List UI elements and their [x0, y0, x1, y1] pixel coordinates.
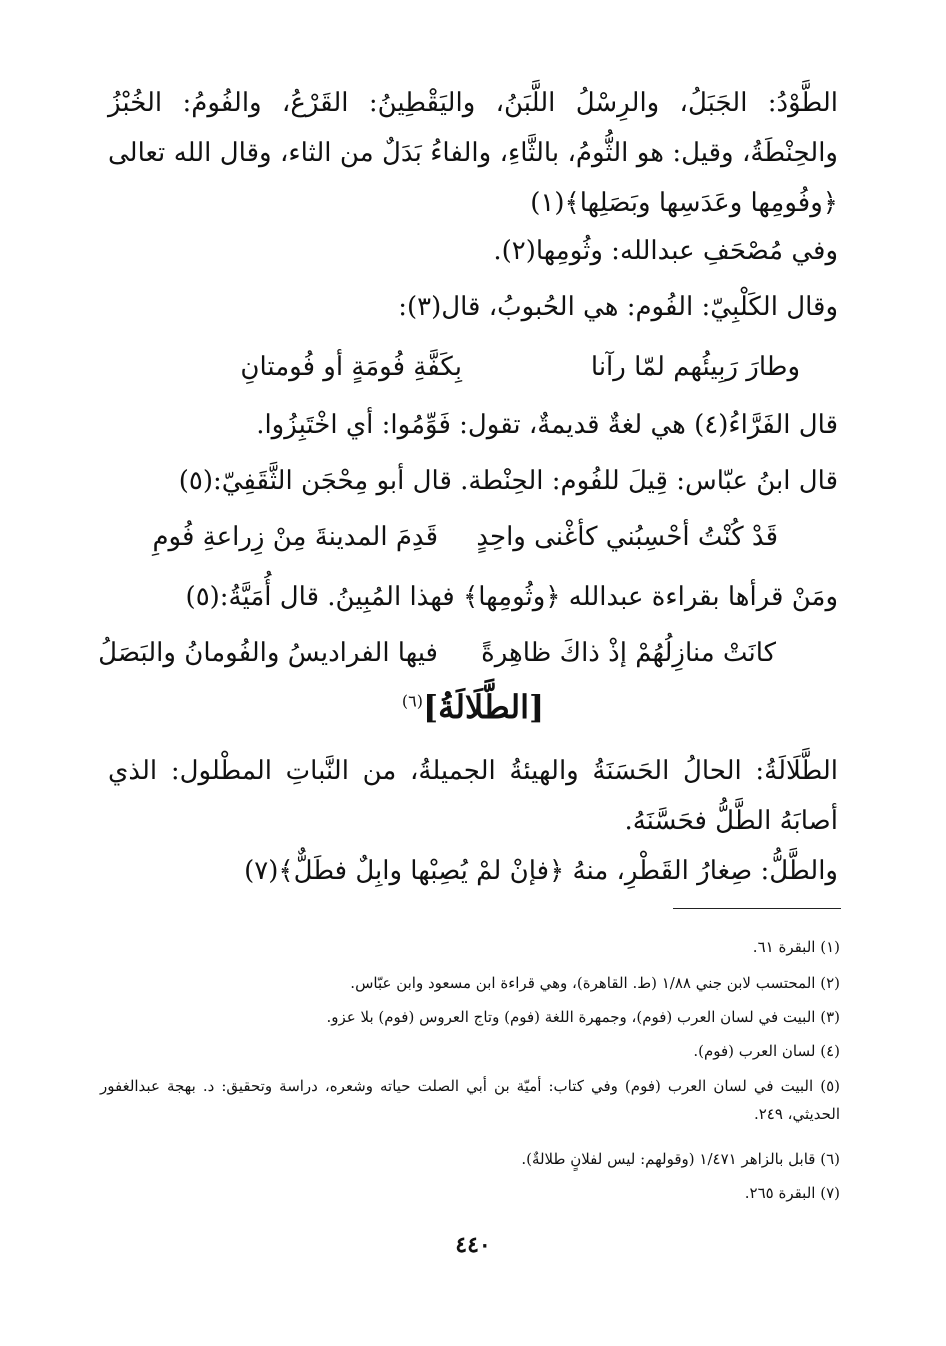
section-heading-footnote-ref: (٦) [401, 691, 423, 711]
line-mushaf-abdullah: وفي مُصْحَفِ عبدالله: وثُومِها(٢). [493, 236, 838, 266]
verse-2-first-hemistich: قَدْ كُنْتُ أحْسِبُني كأغْنى واحِدٍ [476, 522, 778, 552]
footnote-6: (٦) قابل بالزاهر ١/٤٧١ (وقولهم: ليس لفلانٍ طلالةٌ). [521, 1150, 840, 1168]
paragraph-taud: الطَّوْدُ: الجَبَلُ، والرِسْلُ اللَّبَنُ، واليَقْطِينُ: القَرْعُ، والفُومُ: الخُبْزُ والحِنْطَةُ، وقيل: هو الثُّومُ، بالثَّاءِ، والفاءُ بَدَلٌ من الثاء، وقال الله تعالى ﴿وفُومِها وعَدَسِها وبَصَلِها﴾(١) [108, 88, 838, 218]
footnote-5: (٥) البيت في لسان العرب (فوم) وفي كتاب: أميّة بن أبي الصلت حياته وشعره، دراسة وتحقيق: د. بهجة عبدالغفور الحديثي، ٢٤٩. [100, 1077, 840, 1123]
footnote-separator [673, 908, 841, 909]
verse-1-first-hemistich: وطارَ رَبِيئُهم لمّا رآنا [590, 352, 800, 382]
line-ibn-abbas: قال ابنُ عبّاس: قِيلَ للفُوم: الحِنْطة. قال أبو مِحْجَن الثَّقَفِيّ:(٥) [178, 466, 838, 496]
line-tall: والطَّلُّ: صِغارُ القَطْرِ، منهُ ﴿فإنْ لمْ يُصِبْها وابِلٌ فطَلٌّ﴾(٧) [244, 856, 838, 886]
line-umayya: ومَنْ قرأها بقراءة عبدالله ﴿وثُومِها﴾ فهذا المُبِينُ. قال أُمَيَّةُ:(٥) [185, 582, 838, 612]
footnote-2: (٢) المحتسب لابن جني ١/٨٨ (ط. القاهرة)، وهي قراءة ابن مسعود وابن عبّاس. [350, 974, 840, 992]
footnote-7: (٧) البقرة ٢٦٥. [744, 1184, 840, 1202]
line-farra: قال الفَرَّاءُ(٤) هي لغةٌ قديمةٌ، تقول: فَوِّمُوا: أي اخْتَبِزُوا. [256, 410, 838, 440]
section-heading [0, 688, 946, 726]
section-heading-title: [الطَّلَالَةُ] [422, 688, 545, 726]
paragraph-talala: الطَّلَالَةُ: الحالُ الحَسَنَةُ والهيئةُ الجميلةُ، من النَّباتِ المطْلول: الذي أصابَهُ الطَّلُّ فحَسَّنَهُ. [108, 756, 838, 836]
footnote-3: (٣) البيت في لسان العرب (فوم)، وجمهرة اللغة (فوم) وتاج العروس (فوم) بلا عزو. [326, 1008, 840, 1026]
verse-1-second-hemistich: بِكَفَّةِ فُومَةٍ أو فُومتانِ [240, 352, 462, 382]
footnote-4: (٤) لسان العرب (فوم). [693, 1042, 840, 1060]
line-kalbi: وقال الكَلْبِيّ: الفُوم: هي الحُبوبُ، قال(٣): [398, 292, 838, 322]
verse-2-second-hemistich: قَدِمَ المدينةَ مِنْ زِراعةِ فُومِ [152, 522, 438, 552]
footnote-1: (١) البقرة ٦١. [752, 938, 840, 956]
verse-3-second-hemistich: فيها الفراديسُ والفُومانُ والبَصَلُ [98, 638, 438, 668]
verse-3-first-hemistich: كانَتْ منازِلُهُمْ إذْ ذاكَ ظاهِرةً [481, 638, 776, 668]
page-number: ٤٤٠ [455, 1232, 491, 1258]
